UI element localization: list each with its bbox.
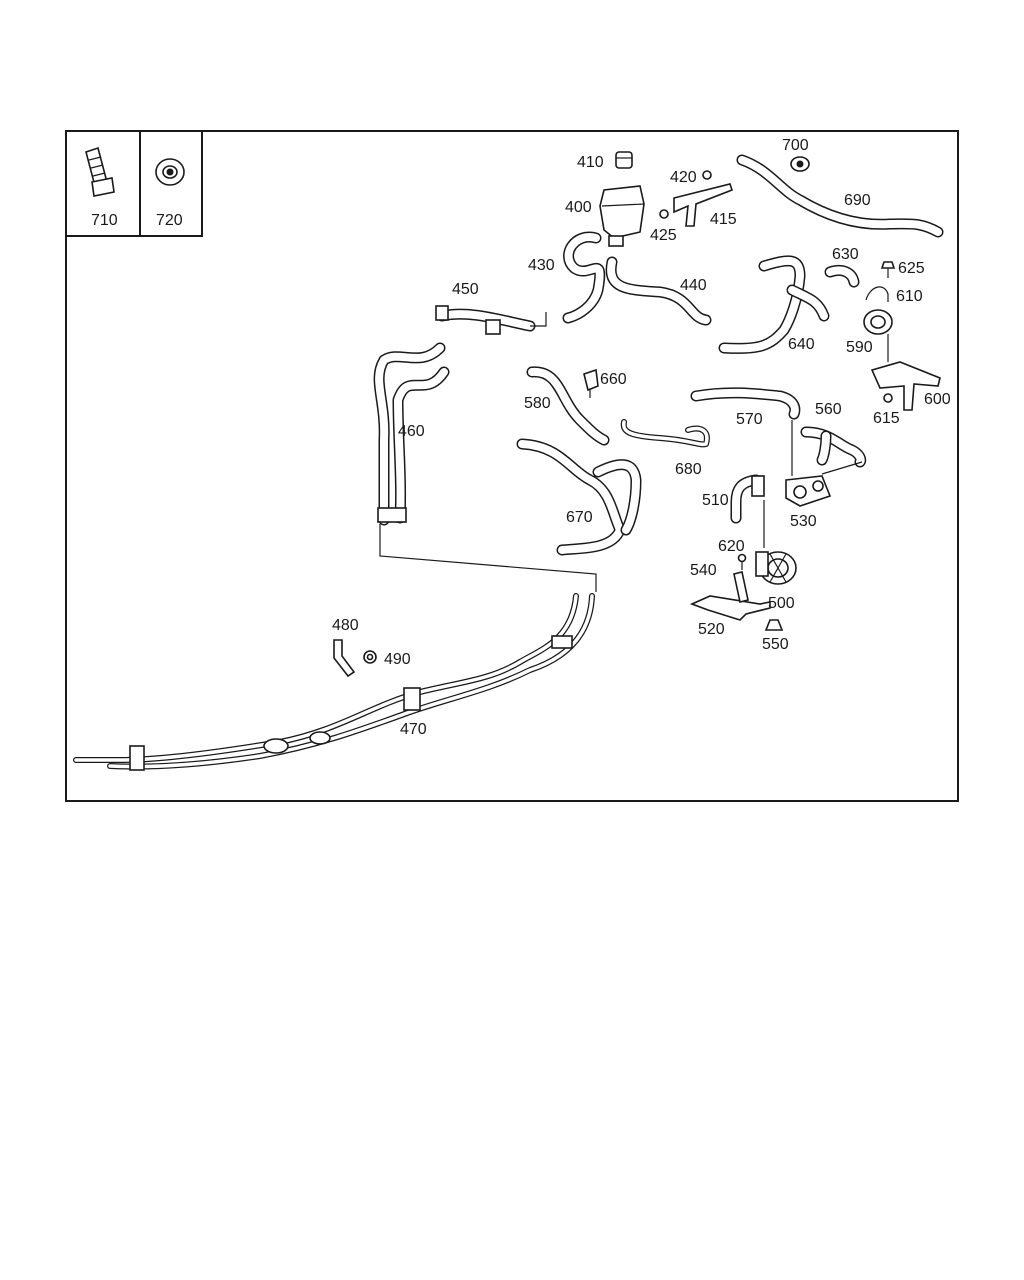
callout-690: 690 bbox=[844, 192, 871, 209]
hose-630 bbox=[830, 270, 854, 282]
diagram-frame bbox=[66, 131, 958, 801]
grommet-sleeve-icon bbox=[86, 148, 114, 196]
cap-410 bbox=[616, 152, 632, 168]
callout-480: 480 bbox=[332, 617, 359, 634]
valve-530 bbox=[786, 476, 830, 506]
hose-670 bbox=[522, 444, 636, 550]
clip-700 bbox=[791, 157, 809, 171]
callout-400: 400 bbox=[565, 199, 592, 216]
callout-625: 625 bbox=[898, 260, 925, 277]
bolt-625 bbox=[882, 262, 894, 278]
callout-460: 460 bbox=[398, 423, 425, 440]
callout-530: 530 bbox=[790, 513, 817, 530]
callout-580: 580 bbox=[524, 395, 551, 412]
callout-420: 420 bbox=[670, 169, 697, 186]
callout-620: 620 bbox=[718, 538, 745, 555]
callout-560: 560 bbox=[815, 401, 842, 418]
legend-label-710: 710 bbox=[91, 212, 118, 229]
callout-470: 470 bbox=[400, 721, 427, 738]
legend-label-720: 720 bbox=[156, 212, 183, 229]
expansion-tank-400 bbox=[600, 186, 644, 246]
callout-430: 430 bbox=[528, 257, 555, 274]
callout-500: 500 bbox=[768, 595, 795, 612]
callout-680: 680 bbox=[675, 461, 702, 478]
callout-570: 570 bbox=[736, 411, 763, 428]
connector-450 bbox=[436, 306, 546, 334]
nut-550 bbox=[766, 620, 782, 630]
callout-550: 550 bbox=[762, 636, 789, 653]
callout-600: 600 bbox=[924, 391, 951, 408]
nut-490 bbox=[364, 651, 376, 663]
pump-500 bbox=[756, 552, 796, 584]
callout-425: 425 bbox=[650, 227, 677, 244]
callout-410: 410 bbox=[577, 154, 604, 171]
hose-510 bbox=[736, 476, 764, 518]
callout-590: 590 bbox=[846, 339, 873, 356]
callout-700: 700 bbox=[782, 137, 809, 154]
callout-630: 630 bbox=[832, 246, 859, 263]
callout-450: 450 bbox=[452, 281, 479, 298]
callout-540: 540 bbox=[690, 562, 717, 579]
callout-660: 660 bbox=[600, 371, 627, 388]
bracket-520 bbox=[692, 596, 770, 620]
washer-615 bbox=[884, 394, 892, 402]
hose-560 bbox=[806, 432, 861, 462]
rubber-bushing-icon bbox=[156, 159, 184, 185]
hose-690 bbox=[742, 160, 938, 232]
callout-615: 615 bbox=[873, 410, 900, 427]
pipe-680 bbox=[624, 422, 707, 444]
nut-420 bbox=[703, 171, 711, 179]
callout-440: 440 bbox=[680, 277, 707, 294]
clip-660 bbox=[584, 370, 598, 398]
leader-560-pipe bbox=[822, 462, 862, 474]
screw-620 bbox=[739, 555, 746, 571]
hose-430 bbox=[568, 237, 600, 318]
nut-425 bbox=[660, 210, 668, 218]
callout-415: 415 bbox=[710, 211, 737, 228]
callout-490: 490 bbox=[384, 651, 411, 668]
callout-610: 610 bbox=[896, 288, 923, 305]
callout-640: 640 bbox=[788, 336, 815, 353]
bracket-540 bbox=[734, 572, 748, 602]
clamp-610 bbox=[866, 287, 888, 302]
bracket-480 bbox=[334, 640, 354, 676]
callout-670: 670 bbox=[566, 509, 593, 526]
callout-510: 510 bbox=[702, 492, 729, 509]
callout-520: 520 bbox=[698, 621, 725, 638]
